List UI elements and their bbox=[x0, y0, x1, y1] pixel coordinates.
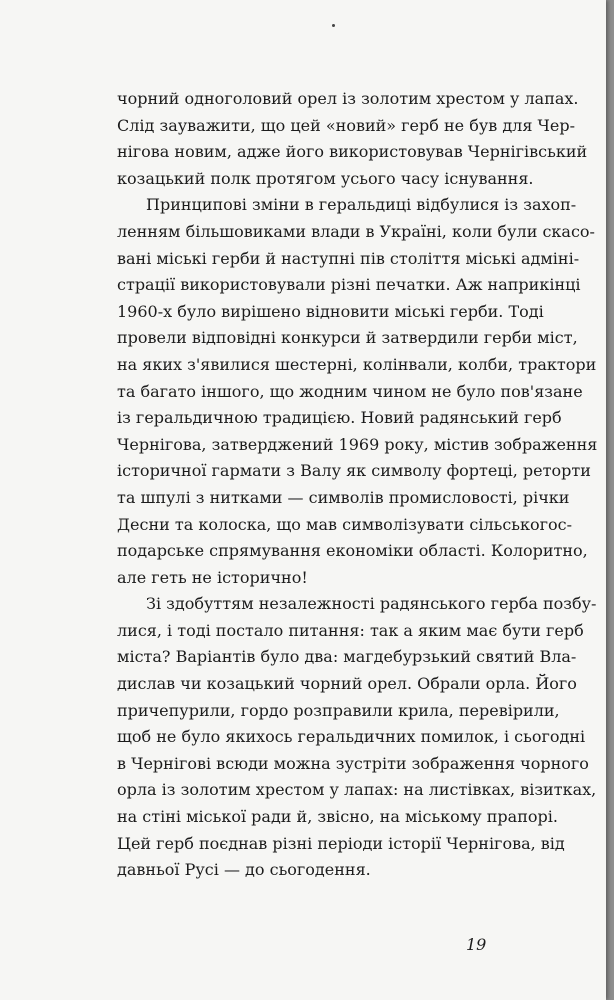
text-line: в Чернігові всюди можна зустріти зображення чорного bbox=[117, 753, 589, 773]
text-line: Цей герб поєднав різні періоди історії Чернігова, від bbox=[117, 833, 565, 853]
text-line: страції використовували різні печатки. Аж наприкінці bbox=[117, 275, 581, 295]
text-line: на стіні міської ради й, звісно, на міському прапорі. bbox=[117, 807, 558, 827]
text-line: орла із золотим хрестом у лапах: на листівках, візитках, bbox=[117, 780, 597, 800]
text-line: але геть не історично! bbox=[117, 567, 308, 587]
text-line: 1960-х було вирішено відновити міські герби. Тоді bbox=[117, 301, 544, 321]
text-line: Зі здобуттям незалежності радянського герба позбу- bbox=[146, 594, 597, 614]
text-line: ленням більшовиками влади в Україні, коли були скасо- bbox=[117, 221, 595, 241]
text-line: вані міські герби й наступні пів століття міські адміні- bbox=[117, 248, 580, 268]
text-line: на яких з'явилися шестерні, колінвали, колби, трактори bbox=[117, 354, 597, 374]
text-line: козацький полк протягом усього часу існування. bbox=[117, 168, 534, 188]
text-line: лися, і тоді постало питання: так а яким має бути герб bbox=[117, 620, 584, 640]
text-line: Чернігова, затверджений 1969 року, містив зображення bbox=[117, 434, 598, 454]
text-line: нігова новим, адже його використовував Чернігівський bbox=[117, 142, 588, 162]
text-line: чорний одноголовий орел із золотим хрестом у лапах. bbox=[117, 89, 579, 108]
text-line: міста? Варіантів було два: магдебурзький святий Вла- bbox=[117, 647, 577, 667]
text-line: історичної гармати з Валу як символу фортеці, реторти bbox=[117, 461, 591, 481]
text-line: та багато іншого, що жодним чином не було пов'язане bbox=[117, 381, 583, 401]
print-mark bbox=[332, 24, 335, 27]
text-line: подарське спрямування економіки області. Колоритно, bbox=[117, 541, 588, 561]
text-line: із геральдичною традицією. Новий радянський герб bbox=[117, 408, 562, 428]
text-line: дислав чи козацький чорний орел. Обрали орла. Його bbox=[117, 674, 577, 694]
text-line: щоб не було якихось геральдичних помилок, і сьогодні bbox=[117, 727, 586, 747]
text-line: Слід зауважити, що цей «новий» герб не був для Чер- bbox=[117, 115, 576, 135]
text-line: Принципові зміни в геральдиці відбулися із захоп- bbox=[146, 195, 577, 215]
text-line: Десни та колоска, що мав символізувати сільськогос- bbox=[117, 514, 573, 534]
text-line: провели відповідні конкурси й затвердили герби міст, bbox=[117, 328, 578, 348]
text-line: причепурили, гордо розправили крила, перевірили, bbox=[117, 700, 560, 720]
body-text bbox=[117, 86, 598, 884]
text-line: та шпулі з нитками — символів промисловості, річки bbox=[117, 487, 570, 507]
page-number: 19 bbox=[466, 935, 487, 954]
text-line: давньої Русі — до сьогодення. bbox=[117, 860, 371, 880]
